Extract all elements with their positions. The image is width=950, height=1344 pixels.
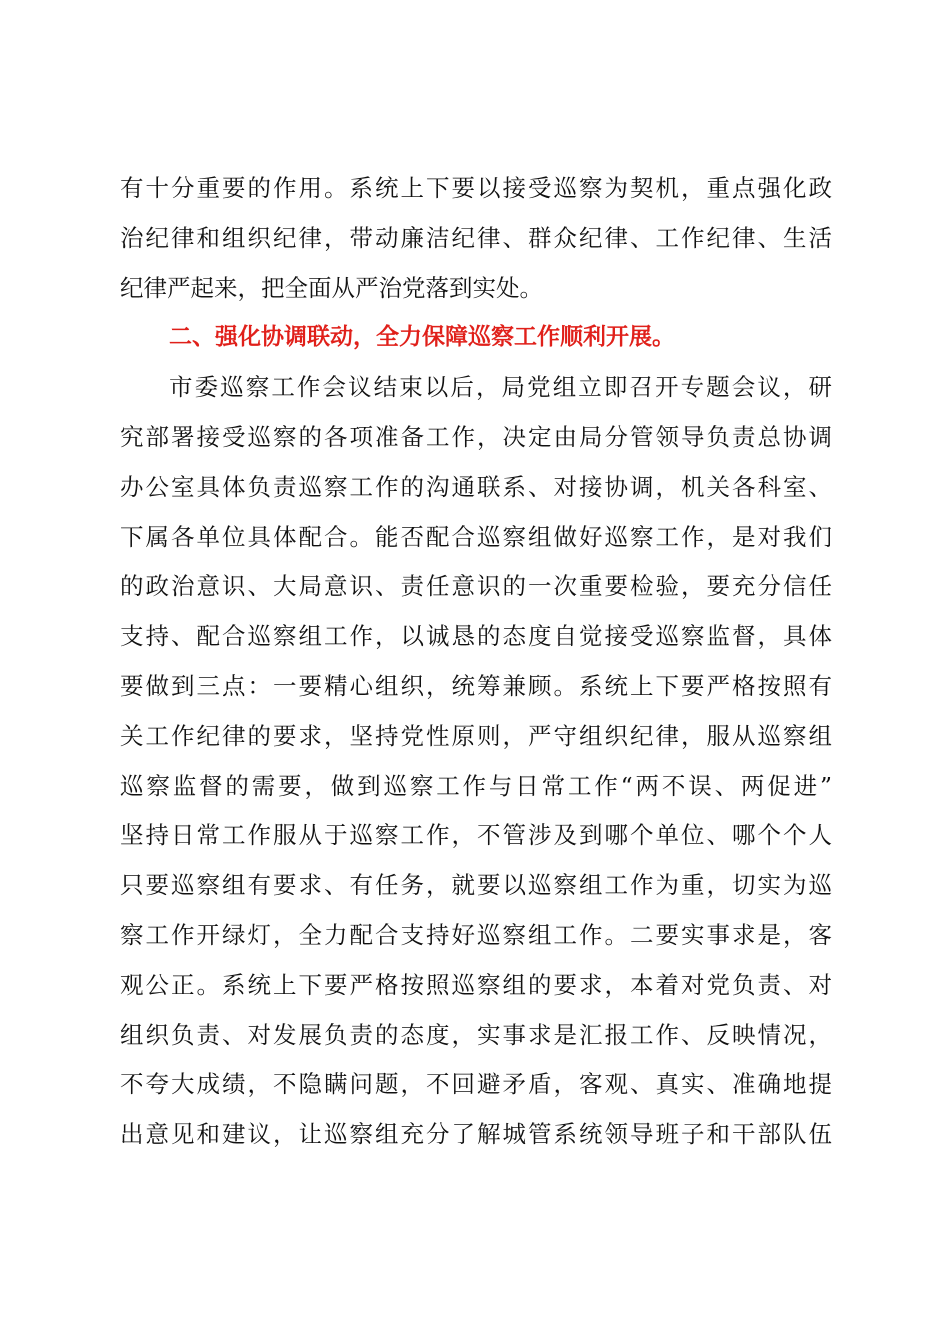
text-line: 观公正。系统上下要严格按照巡察组的要求，本着对党负责、对 [120,970,832,999]
text-line: 市委巡察工作会议结束以后，局党组立即召开专题会议，研 [169,373,832,402]
text-line: 办公室具体负责巡察工作的沟通联系、对接协调，机关各科室、 [120,472,832,501]
text-line: 不夸大成绩，不隐瞒问题，不回避矛盾，客观、真实、准确地提 [120,1070,832,1099]
text-line: 的政治意识、大局意识、责任意识的一次重要检验，要充分信任 [120,572,832,601]
text-line: 治纪律和组织纪律，带动廉洁纪律、群众纪律、工作纪律、生活 [120,223,832,252]
text-line: 关工作纪律的要求，坚持党性原则，严守组织纪律，服从巡察组 [120,721,832,750]
text-line: 察工作开绿灯，全力配合支持好巡察组工作。二要实事求是，客 [120,920,832,949]
section-heading: 二、强化协调联动，全力保障巡察工作顺利开展。 [169,324,675,351]
text-line: 出意见和建议，让巡察组充分了解城管系统领导班子和干部队伍 [120,1120,832,1149]
text-line: 组织负责、对发展负责的态度，实事求是汇报工作、反映情况， [120,1020,832,1049]
text-line: 支持、配合巡察组工作，以诚恳的态度自觉接受巡察监督，具体 [120,622,832,651]
text-line: 究部署接受巡察的各项准备工作，决定由局分管领导负责总协调 [120,422,832,451]
text-line: 纪律严起来，把全面从严治党落到实处。 [120,273,543,302]
text-line: 坚持日常工作服从于巡察工作，不管涉及到哪个单位、哪个个人 [120,821,832,850]
document-page [120,170,832,1166]
text-line: 巡察监督的需要，做到巡察工作与日常工作“两不误、两促进” [120,771,832,800]
text-line: 只要巡察组有要求、有任务，就要以巡察组工作为重，切实为巡 [120,871,832,900]
text-line: 有十分重要的作用。系统上下要以接受巡察为契机，重点强化政 [120,174,832,202]
text-line: 下属各单位具体配合。能否配合巡察组做好巡察工作，是对我们 [120,522,832,551]
text-line: 要做到三点：一要精心组织，统筹兼顾。系统上下要严格按照有 [120,671,832,700]
